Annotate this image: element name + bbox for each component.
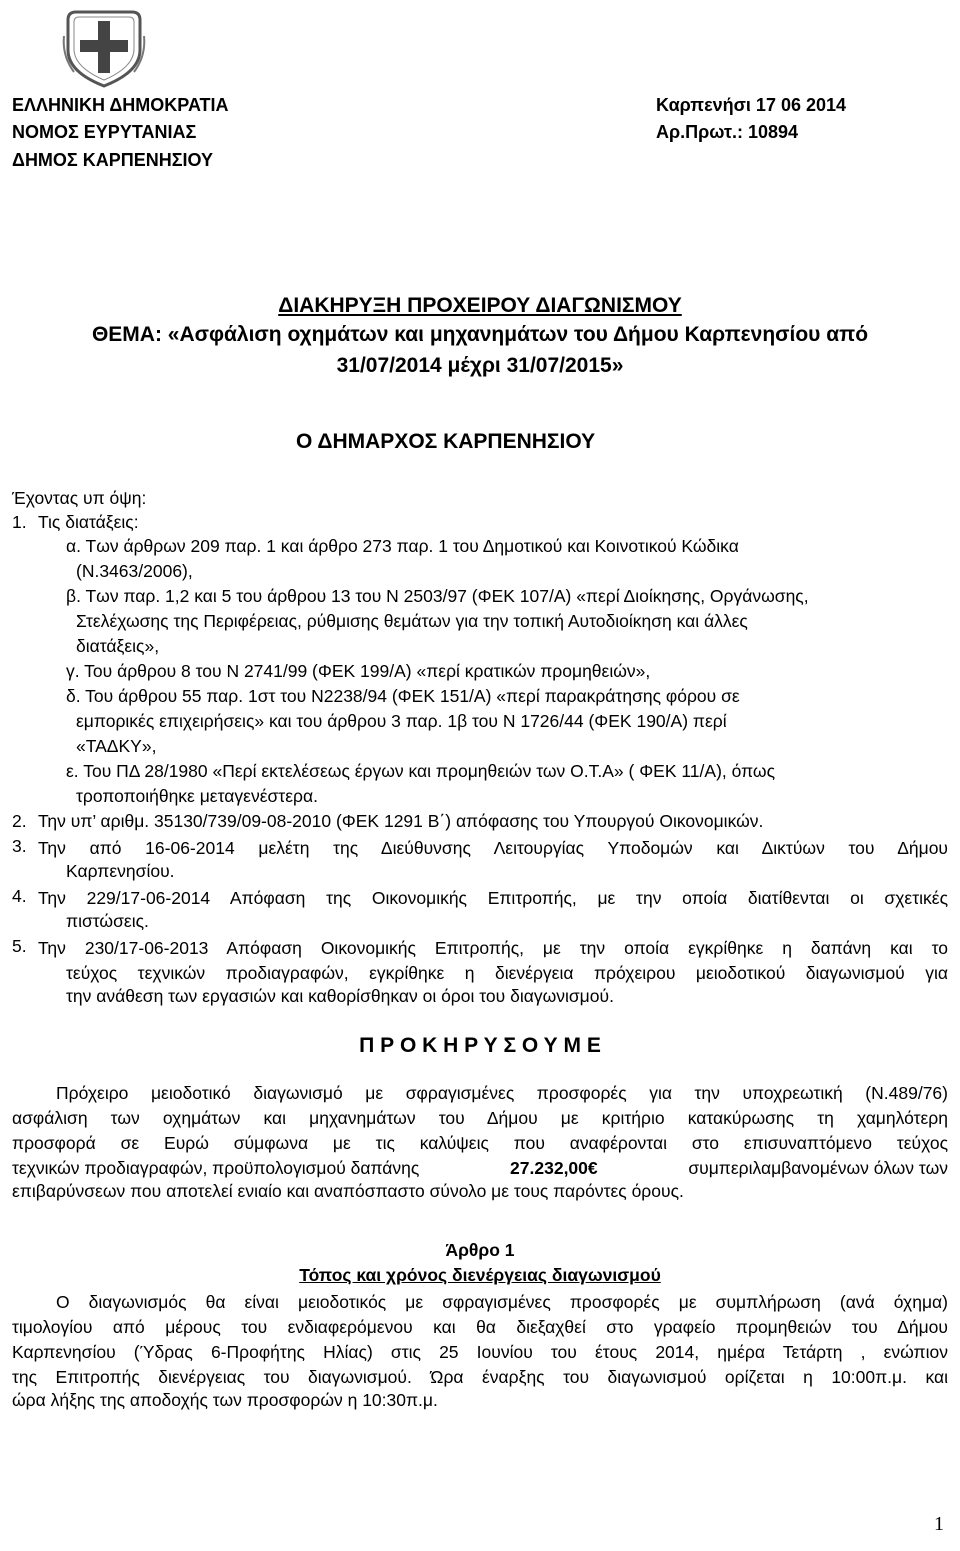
considering-label: Έχοντας υπ όψη: [12, 488, 147, 508]
page-number: 1 [934, 1513, 944, 1535]
document-subject-line2: 31/07/2014 μέχρι 31/07/2015» [336, 354, 624, 377]
header-country: ΕΛΛΗΝΙΚΗ ΔΗΜΟΚΡΑΤΙΑ [12, 95, 229, 115]
subitem-b-line3: διατάξεις», [76, 636, 160, 656]
header-date: Καρπενήσι 17 06 2014 [656, 95, 847, 115]
subitem-a-line1: α. Των άρθρων 209 παρ. 1 και άρθρο 273 παρ. 1 του Δημοτικού και Κοινοτικού Κώδικα [66, 536, 739, 556]
subitem-e-line1: ε. Του ΠΔ 28/1980 «Περί εκτελέσεως έργων και προμηθειών των Ο.Τ.Α» ( ΦΕΚ 11/Α), όπως [66, 761, 776, 781]
subitem-e-line2: τροποποιήθηκε μεταγενέστερα. [76, 786, 318, 806]
item-4-number: 4. [12, 886, 27, 906]
article-1-line3: Καρπενησίου (Ύδρας 6-Προφήτης Ηλίας) στις 25 Ιουνίου του έτους 2014, ημέρα Τετάρτη , ενώπιον [12, 1342, 948, 1362]
budget-amount: 27.232,00€ [510, 1158, 598, 1178]
proclaim-line4-start: τεχνικών προδιαγραφών, προϋπολογισμού δαπάνης [12, 1158, 420, 1178]
subitem-d-line2: εμπορικές επιχειρήσεις» και του άρθρου 3 παρ. 1β του Ν 1726/44 (ΦΕΚ 190/Α) περί [76, 711, 727, 731]
item-3-line2: Καρπενησίου. [66, 861, 175, 881]
proclaim-line4 [12, 1156, 948, 1181]
mayor-heading: Ο ΔΗΜΑΡΧΟΣ ΚΑΡΠΕΝΗΣΙΟΥ [296, 430, 596, 453]
subitem-b-line1: β. Των παρ. 1,2 και 5 του άρθρου 13 του Ν 2503/97 (ΦΕΚ 107/Α) «περί Διοίκησης, Οργάνωσης, [66, 586, 809, 606]
document-title: ΔΙΑΚΗΡΥΞΗ ΠΡΟΧΕΙΡΟΥ ΔΙΑΓΩΝΙΣΜΟΥ [278, 294, 682, 317]
item-5-line1: Την 230/17-06-2013 Απόφαση Οικονομικής Επιτροπής, με την οποία εγκρίθηκε η δαπάνη και το [38, 938, 948, 958]
greek-coat-of-arms-emblem [62, 6, 146, 90]
item-5-number: 5. [12, 936, 27, 956]
subitem-d-line1: δ. Του άρθρου 55 παρ. 1στ του Ν2238/94 (ΦΕΚ 151/Α) «περί παρακράτησης φόρου σε [66, 686, 740, 706]
item-4-line2: πιστώσεις. [66, 911, 149, 931]
item-5-line2: τεύχος τεχνικών προδιαγραφών, εγκρίθηκε η διενέργεια πρόχειρου μειοδοτικού διαγωνισμού για [66, 963, 948, 983]
proclaim-line4-end: συμπεριλαμβανομένων όλων των [688, 1158, 948, 1178]
article-1-line4: της Επιτροπής διενέργειας του διαγωνισμού. Ώρα έναρξης του διαγωνισμού ορίζεται η 10:00π.μ. και [12, 1367, 948, 1387]
article-1-heading: Άρθρο 1 [445, 1240, 515, 1260]
proclaim-heading: Π Ρ Ο Κ Η Ρ Υ Σ Ο Υ Μ Ε [359, 1034, 601, 1057]
proclaim-line5: επιβαρύνσεων που αποτελεί ενιαίο και αναπόσπαστο σύνολο με τους παρόντες όρους. [12, 1181, 684, 1201]
item-1-number: 1. [12, 512, 27, 532]
article-1-subheading: Τόπος και χρόνος διενέργειας διαγωνισμού [299, 1265, 661, 1285]
item-5-line3: την ανάθεση των εργασιών και καθορίσθηκαν οι όροι του διαγωνισμού. [66, 986, 614, 1006]
subitem-a-line2: (Ν.3463/2006), [76, 561, 193, 581]
subitem-g-line1: γ. Του άρθρου 8 του Ν 2741/99 (ΦΕΚ 199/Α) «περί κρατικών προμηθειών», [66, 661, 651, 681]
header-prefecture: ΝΟΜΟΣ ΕΥΡΥΤΑΝΙΑΣ [12, 122, 197, 142]
header-municipality: ΔΗΜΟΣ ΚΑΡΠΕΝΗΣΙΟΥ [12, 150, 214, 170]
item-2-text: Την υπ’ αριθμ. 35130/739/09-08-2010 (ΦΕΚ 1291 Β΄) απόφασης του Υπουργού Οικονομικών. [38, 811, 764, 831]
subitem-d-line3: «ΤΑΔΚΥ», [76, 736, 157, 756]
proclaim-line1: Πρόχειρο μειοδοτικό διαγωνισμό με σφραγισμένες προσφορές για την υποχρεωτική (Ν.489/76) [56, 1083, 948, 1103]
article-1-line2: τιμολογίου από μέρους του ενδιαφερόμενου και θα διεξαχθεί στο γραφείο προμηθειών του Δήμου [12, 1317, 948, 1337]
item-1-text: Τις διατάξεις: [38, 512, 139, 532]
proclaim-line2: ασφάλιση των οχημάτων και μηχανημάτων του Δήμου με κριτήριο κατακύρωσης τη χαμηλότερη [12, 1108, 948, 1128]
item-2-number: 2. [12, 811, 27, 831]
document-subject-line1: ΘΕΜΑ: «Ασφάλιση οχημάτων και μηχανημάτων του Δήμου Καρπενησίου από [91, 323, 869, 346]
item-3-line1: Την από 16-06-2014 μελέτη της Διεύθυνσης Λειτουργίας Υποδομών και Δικτύων του Δήμου [38, 838, 948, 858]
proclaim-line3: προσφορά σε Ευρώ σύμφωνα με τις καλύψεις που αναφέρονται στο επισυναπτόμενο τεύχος [12, 1133, 948, 1153]
item-3-number: 3. [12, 836, 27, 856]
article-1-line5: ώρα λήξης της αποδοχής των προσφορών η 10:30π.μ. [12, 1390, 438, 1410]
article-1-line1: Ο διαγωνισμός θα είναι μειοδοτικός με σφραγισμένες προσφορές με συμπλήρωση (ανά όχημα) [56, 1292, 948, 1312]
item-4-line1: Την 229/17-06-2014 Απόφαση της Οικονομικής Επιτροπής, με την οποία διατίθενται οι σχετικές [38, 888, 948, 908]
subitem-b-line2: Στελέχωσης της Περιφέρειας, ρύθμισης θεμάτων για την τοπική Αυτοδιοίκηση και άλλες [76, 611, 748, 631]
header-protocol: Αρ.Πρωτ.: 10894 [656, 122, 799, 142]
